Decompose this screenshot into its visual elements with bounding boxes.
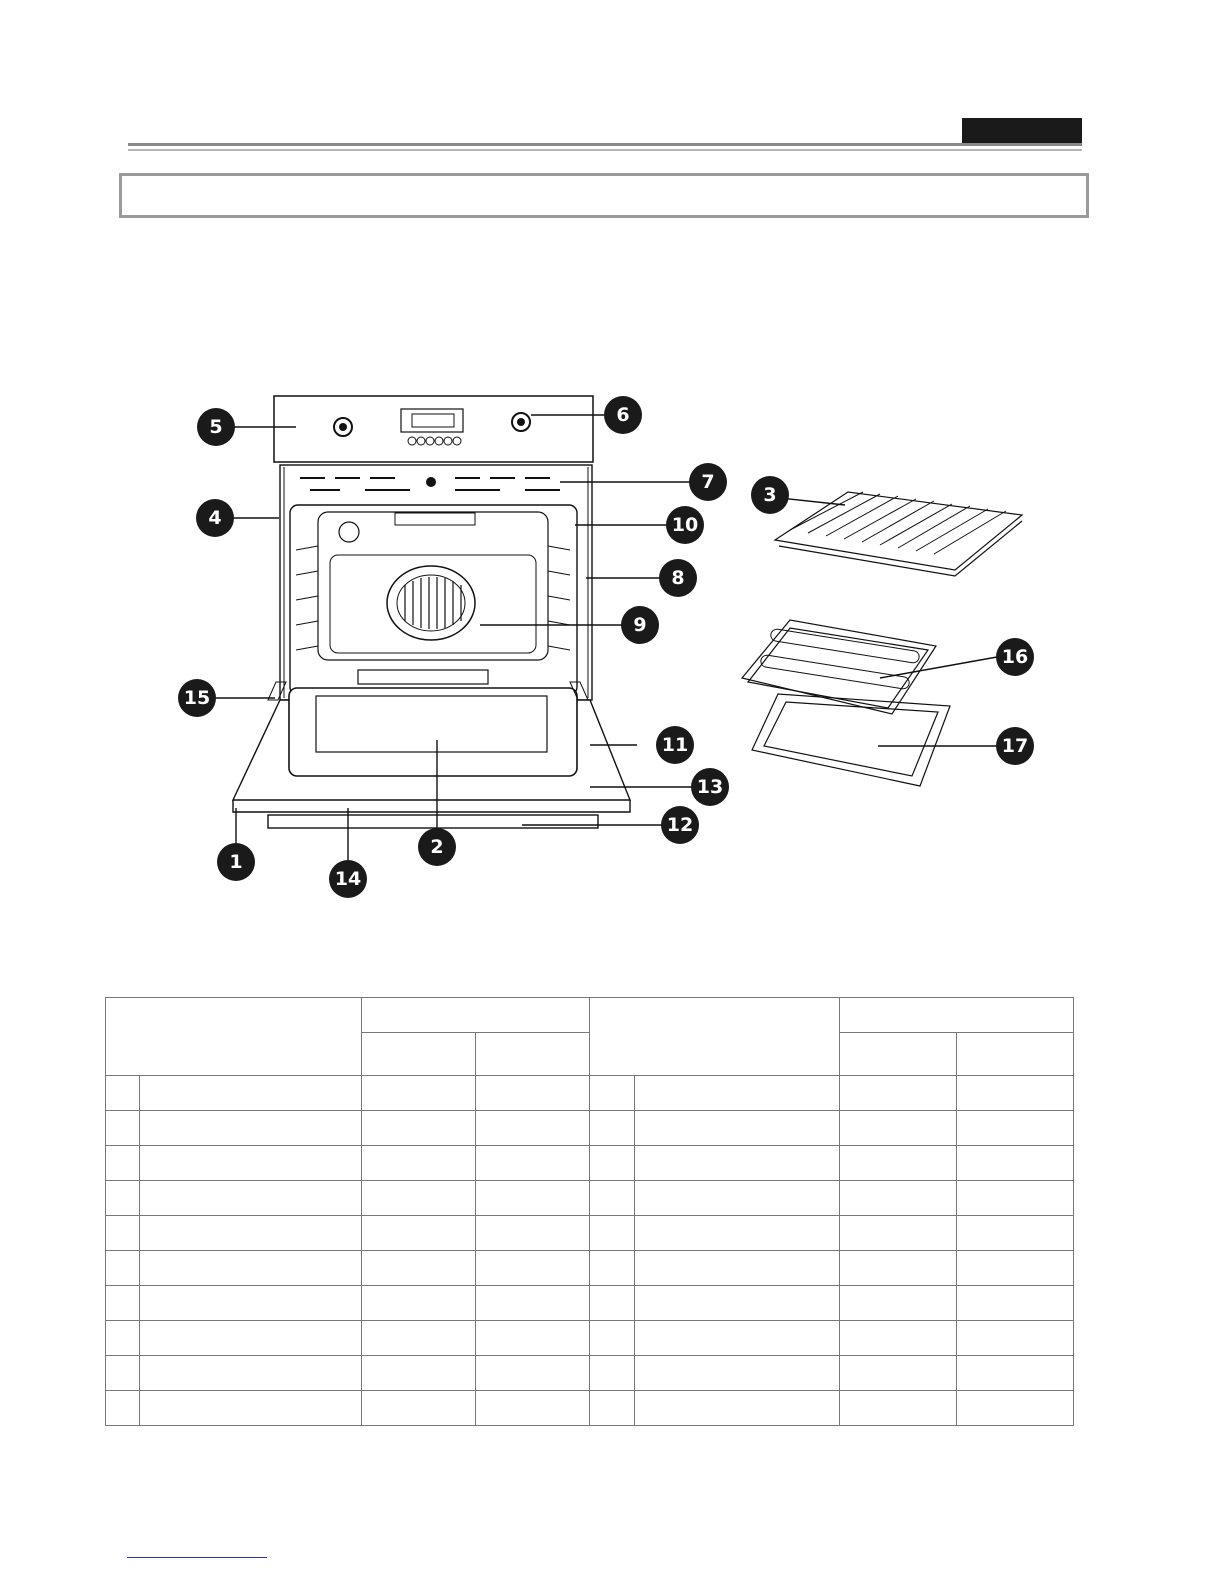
header-cell bbox=[362, 998, 590, 1033]
svg-text:10: 10 bbox=[671, 514, 699, 536]
svg-text:11: 11 bbox=[661, 734, 689, 756]
baking-pan-illustration bbox=[752, 694, 950, 786]
callout-10 bbox=[666, 506, 704, 544]
table-row bbox=[106, 1286, 1074, 1321]
callout-1 bbox=[217, 843, 255, 881]
svg-text:9: 9 bbox=[633, 614, 647, 636]
callout-8 bbox=[659, 559, 697, 597]
table-row bbox=[106, 1356, 1074, 1391]
svg-text:6: 6 bbox=[616, 404, 630, 426]
header-tab bbox=[962, 118, 1082, 143]
table-row bbox=[106, 1391, 1074, 1426]
table-header-row bbox=[106, 998, 1074, 1033]
callout-17 bbox=[996, 727, 1034, 765]
callout-5 bbox=[197, 408, 235, 446]
header-rule-thin bbox=[128, 149, 1082, 151]
table-row bbox=[106, 1181, 1074, 1216]
grill-tray-illustration bbox=[742, 620, 936, 714]
table-row bbox=[106, 1076, 1074, 1111]
table-row bbox=[106, 1251, 1074, 1286]
footer-link-underline[interactable] bbox=[127, 1557, 267, 1558]
svg-text:16: 16 bbox=[1001, 646, 1029, 668]
callout-3 bbox=[751, 476, 789, 514]
parts-table bbox=[105, 997, 1074, 1426]
svg-text:3: 3 bbox=[763, 484, 777, 506]
svg-text:13: 13 bbox=[696, 776, 724, 798]
callout-16 bbox=[996, 638, 1034, 676]
table-row bbox=[106, 1146, 1074, 1181]
callout-7 bbox=[689, 463, 727, 501]
header-cell bbox=[840, 998, 1074, 1033]
callout-13 bbox=[691, 768, 729, 806]
subheader-cell bbox=[362, 1033, 476, 1076]
header-cell bbox=[590, 998, 840, 1076]
svg-text:17: 17 bbox=[1001, 735, 1029, 757]
callout-15 bbox=[178, 679, 216, 717]
subheader-cell bbox=[840, 1033, 957, 1076]
subheader-cell bbox=[476, 1033, 590, 1076]
callout-12 bbox=[661, 806, 699, 844]
svg-text:14: 14 bbox=[334, 868, 362, 890]
table-row bbox=[106, 1216, 1074, 1251]
section-title-box bbox=[119, 173, 1089, 218]
callout-6 bbox=[604, 396, 642, 434]
callout-4 bbox=[196, 499, 234, 537]
subheader-cell bbox=[957, 1033, 1074, 1076]
svg-text:7: 7 bbox=[701, 471, 715, 493]
table-row bbox=[106, 1111, 1074, 1146]
svg-text:4: 4 bbox=[208, 507, 222, 529]
svg-text:12: 12 bbox=[666, 814, 694, 836]
svg-text:1: 1 bbox=[229, 851, 243, 873]
svg-text:15: 15 bbox=[183, 687, 211, 709]
header-rule bbox=[128, 143, 1082, 146]
callout-11 bbox=[656, 726, 694, 764]
callout-2 bbox=[418, 828, 456, 866]
table-row bbox=[106, 1321, 1074, 1356]
header-cell bbox=[106, 998, 362, 1076]
svg-text:5: 5 bbox=[209, 416, 223, 438]
oven-parts-diagram bbox=[0, 380, 1224, 920]
wire-rack-illustration bbox=[775, 492, 1022, 576]
svg-text:8: 8 bbox=[671, 567, 685, 589]
svg-text:2: 2 bbox=[430, 836, 444, 858]
oven-illustration bbox=[233, 396, 630, 828]
callout-9 bbox=[621, 606, 659, 644]
callout-14 bbox=[329, 860, 367, 898]
